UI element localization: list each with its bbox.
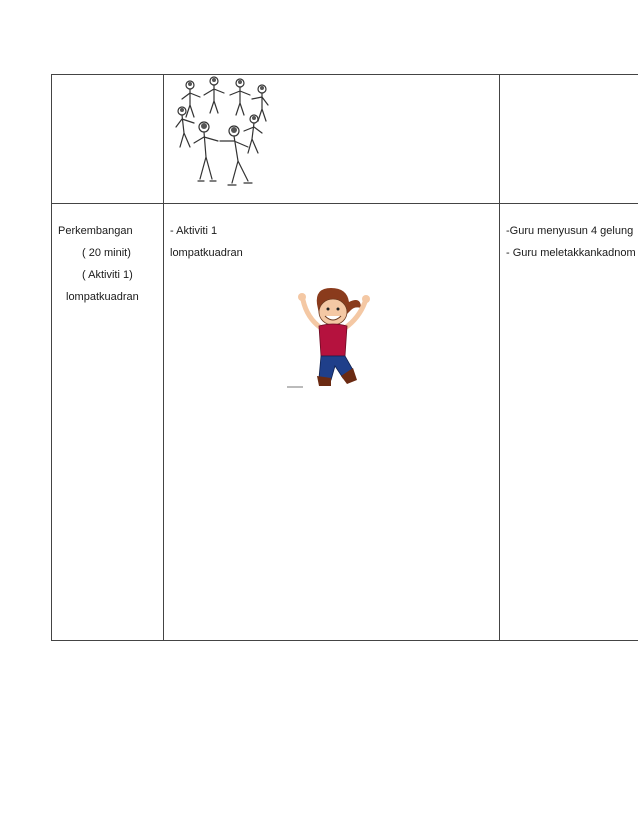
stage-cell <box>52 75 164 204</box>
activity-name: lompatkuadran <box>170 247 243 259</box>
table-row <box>52 75 638 204</box>
lesson-plan-table <box>51 74 638 641</box>
activity-cell <box>164 204 500 641</box>
teacher-step: - Guru meletakkankadnom <box>506 247 636 259</box>
activity-cell <box>164 75 500 204</box>
jumping-girl-illustration <box>281 284 381 394</box>
stage-title: Perkembangan <box>58 225 133 237</box>
stage-activity-number: ( Aktiviti 1) <box>82 269 133 281</box>
teacher-cell <box>500 75 638 204</box>
stage-duration: ( 20 minit) <box>82 247 131 259</box>
children-circle-illustration <box>168 75 280 193</box>
stage-activity-name: lompatkuadran <box>66 291 139 303</box>
teacher-step: -Guru menyusun 4 gelung <box>506 225 634 237</box>
stage-cell <box>52 204 164 641</box>
table-row <box>52 204 638 641</box>
teacher-cell <box>500 204 638 641</box>
activity-heading: - Aktiviti 1 <box>170 225 218 237</box>
